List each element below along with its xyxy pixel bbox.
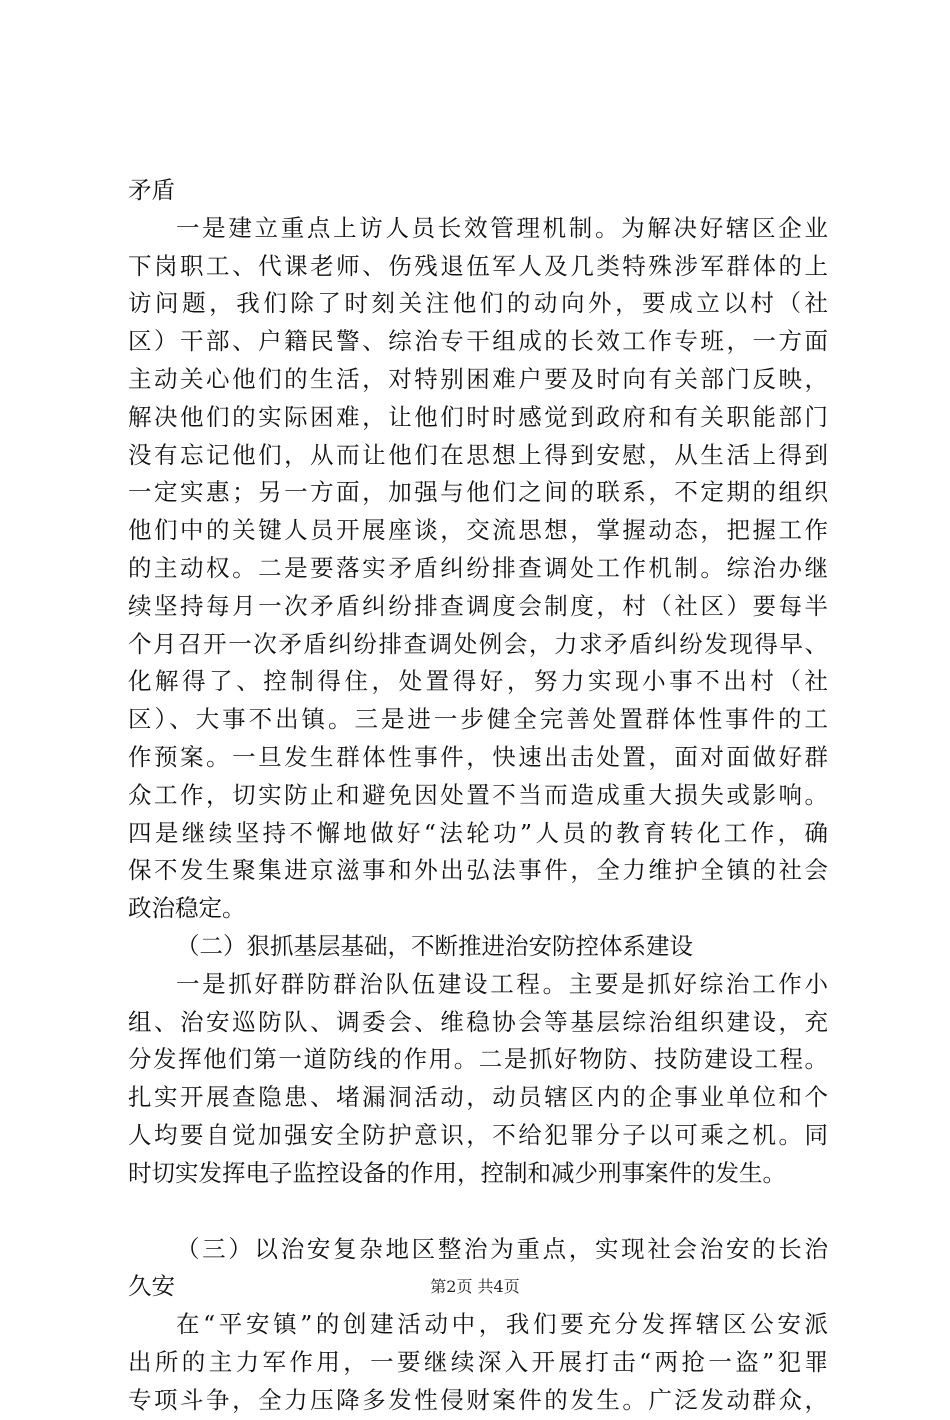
text-line: 分发挥他们第一道防线的作用。二是抓好物防、技防建设工程。 (128, 1045, 828, 1074)
text-line: 扎实开展查隐患、堵漏洞活动，动员辖区内的企事业单位和个 (128, 1083, 828, 1112)
text-line: 主动关心他们的生活，对特别困难户要及时向有关部门反映， (128, 364, 828, 393)
text-line: 解决他们的实际困难，让他们时时感觉到政府和有关职能部门 (128, 402, 828, 431)
text-line: 一是建立重点上访人员长效管理机制。为解决好辖区企业 (176, 213, 828, 242)
text-line: 众工作，切实防止和避免因处置不当而造成重大损失或影响。 (128, 780, 828, 809)
text-line: 的主动权。二是要落实矛盾纠纷排查调处工作机制。综治办继 (128, 553, 828, 582)
text-line: 矛盾 (128, 176, 175, 204)
text-line: 政治稳定。 (128, 894, 246, 923)
text-line: 区）、大事不出镇。三是进一步健全完善处置群体性事件的工 (128, 705, 828, 734)
text-line: （三）以治安复杂地区整治为重点，实现社会治安的长治 (176, 1234, 828, 1263)
text-line: 没有忘记他们，从而让他们在思想上得到安慰，从生活上得到 (128, 440, 828, 469)
text-line: 人均要自觉加强安全防护意识，不给犯罪分子以可乘之机。同 (128, 1120, 828, 1149)
text-line: 作预案。一旦发生群体性事件，快速出击处置，面对面做好群 (128, 742, 828, 771)
text-line: 出所的主力军作用，一要继续深入开展打击“两抢一盗”犯罪 (128, 1347, 828, 1376)
text-line: 久安 (128, 1272, 175, 1301)
text-line: 区）干部、户籍民警、综治专干组成的长效工作专班，一方面 (128, 327, 828, 356)
text-line: 个月召开一次矛盾纠纷排查调处例会，力求矛盾纠纷发现得早、 (128, 629, 828, 658)
page-footer: 第2页 共4页 (430, 1277, 520, 1296)
text-line: （二）狠抓基层基础，不断推进治安防控体系建设 (176, 931, 693, 960)
text-line: 一是抓好群防群治队伍建设工程。主要是抓好综治工作小 (176, 969, 828, 998)
text-line: 访问题，我们除了时刻关注他们的动向外，要成立以村（社 (128, 289, 828, 318)
text-line: 在“平安镇”的创建活动中，我们要充分发挥辖区公安派 (176, 1310, 828, 1339)
text-line: 四是继续坚持不懈地做好“法轮功”人员的教育转化工作，确 (128, 818, 828, 847)
text-line: 续坚持每月一次矛盾纠纷排查调度会制度，村（社区）要每半 (128, 591, 828, 620)
text-line: 专项斗争，全力压降多发性侵财案件的发生。广泛发动群众， (128, 1385, 828, 1414)
text-line: 下岗职工、代课老师、伤残退伍军人及几类特殊涉军群体的上 (128, 251, 828, 280)
text-line: 一定实惠；另一方面，加强与他们之间的联系，不定期的组织 (128, 478, 828, 507)
text-line: 化解得了、控制得住，处置得好，努力实现小事不出村（社 (128, 667, 828, 696)
text-line: 他们中的关键人员开展座谈，交流思想，掌握动态，把握工作 (128, 516, 828, 545)
document-body (128, 172, 828, 1420)
paragraph-spacer (128, 1193, 828, 1231)
text-line: 保不发生聚集进京滋事和外出弘法事件，全力维护全镇的社会 (128, 856, 828, 885)
text-line: 组、治安巡防队、调委会、维稳协会等基层综治组织建设，充 (128, 1007, 828, 1036)
text-line: 时切实发挥电子监控设备的作用，控制和减少刑事案件的发生。 (128, 1158, 786, 1187)
